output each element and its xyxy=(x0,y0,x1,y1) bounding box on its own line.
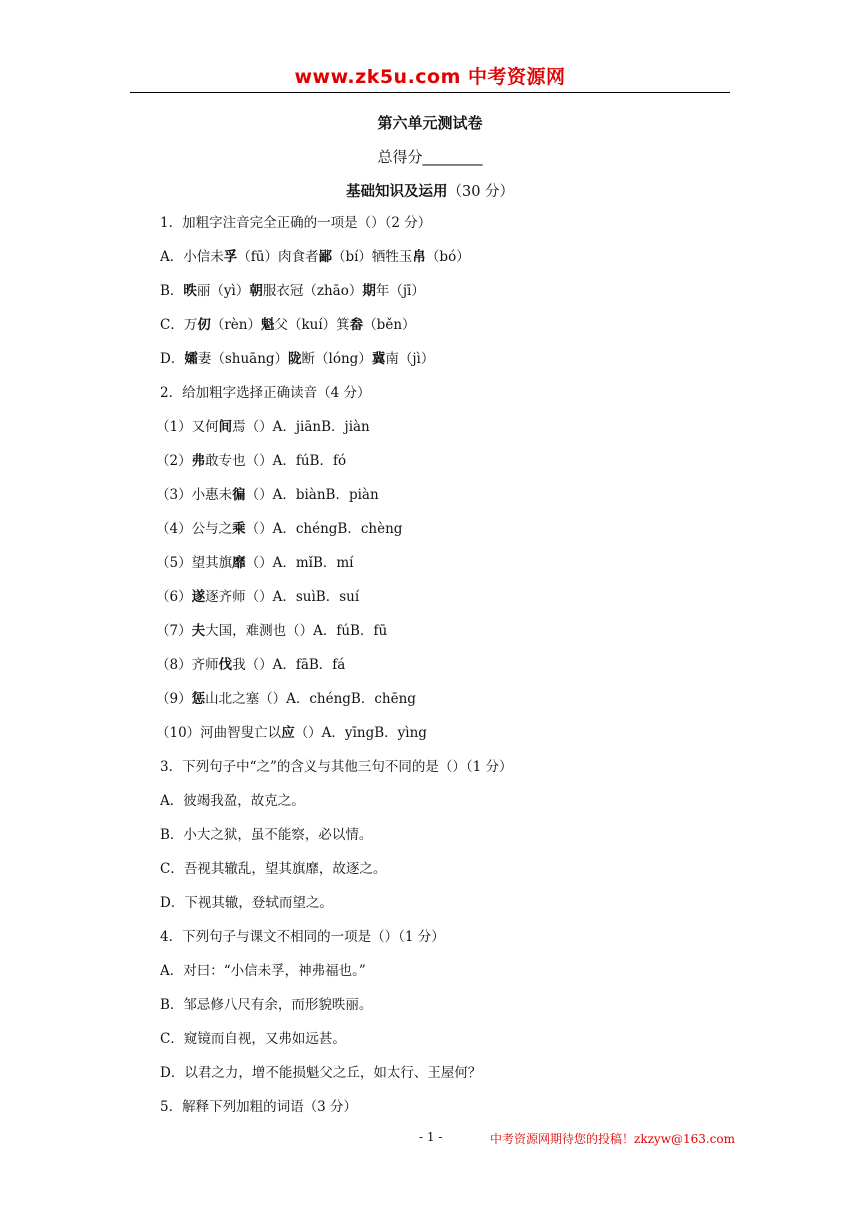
text-segment: D．以君之力，增不能损魁父之丘，如太行、王屋何？ xyxy=(160,1065,482,1081)
text-segment: （2） xyxy=(156,453,192,469)
text-line xyxy=(160,246,760,280)
bold-char: 魁 xyxy=(260,317,275,333)
text-segment: （7） xyxy=(156,623,192,639)
text-line xyxy=(160,892,760,926)
text-segment: D． xyxy=(160,351,185,367)
bold-char: 伐 xyxy=(218,657,233,673)
text-segment: 父（kuí）箕 xyxy=(274,317,350,333)
text-segment: （bó） xyxy=(425,249,470,265)
text-segment: （）A．mǐB．mí xyxy=(245,555,354,571)
bold-char: 冀 xyxy=(371,351,386,367)
text-segment: 服衣冠（zhāo） xyxy=(262,283,363,299)
text-segment: D．下视其辙，登轼而望之。 xyxy=(160,895,333,911)
text-segment: 年（jī） xyxy=(375,283,425,299)
text-segment: （běn） xyxy=(363,317,416,333)
site-header: www.zk5u.com 中考资源网 xyxy=(294,66,566,88)
text-line xyxy=(156,722,760,756)
text-segment: 5．解释下列加粗的词语（3 分） xyxy=(160,1099,357,1115)
text-segment: （9） xyxy=(156,691,192,707)
bold-char: 惩 xyxy=(191,691,206,707)
text-segment: 丽（yì） xyxy=(196,283,250,299)
bold-char: 昳 xyxy=(183,283,197,299)
text-segment: （bí）牺牲玉 xyxy=(331,249,413,265)
text-segment: 我（）A．fāB．fá xyxy=(232,657,346,673)
text-line xyxy=(160,1028,760,1062)
text-line xyxy=(160,960,760,994)
text-line xyxy=(156,620,760,654)
bold-char: 期 xyxy=(362,283,376,299)
question-list xyxy=(156,212,760,1130)
text-segment: 南（jì） xyxy=(385,351,435,367)
text-segment: 4．下列句子与课文不相同的一项是（）（1 分） xyxy=(160,929,445,945)
text-line xyxy=(160,348,760,382)
text-line xyxy=(160,926,760,960)
text-line xyxy=(156,416,760,450)
text-line xyxy=(160,824,760,858)
header-divider xyxy=(130,92,730,93)
total-score-line: 总得分________ xyxy=(377,148,483,166)
bold-char: 乘 xyxy=(232,521,246,537)
text-segment: B．邹忌修八尺有余，而形貌昳丽。 xyxy=(160,997,373,1013)
text-line xyxy=(160,280,760,314)
text-segment: 大国，难测也（）A．fúB．fū xyxy=(205,623,388,639)
text-segment: 妻（shuāng） xyxy=(197,351,289,367)
text-segment: （6） xyxy=(156,589,192,605)
text-segment: C．万 xyxy=(160,317,198,333)
bold-char: 夫 xyxy=(191,623,206,639)
text-segment: 断（lóng） xyxy=(301,351,372,367)
text-segment: B．小大之狱，虽不能察，必以情。 xyxy=(160,827,373,843)
bold-char: 鄙 xyxy=(318,249,332,265)
text-line xyxy=(156,586,760,620)
text-line xyxy=(160,1096,760,1130)
text-line xyxy=(156,518,760,552)
text-line xyxy=(156,654,760,688)
bold-char: 弗 xyxy=(191,453,206,469)
bold-char: 朝 xyxy=(249,283,263,299)
text-segment: （5）望其旗 xyxy=(156,555,233,571)
bold-char: 畚 xyxy=(349,317,364,333)
text-line xyxy=(160,790,760,824)
bold-char: 孚 xyxy=(223,249,238,265)
text-line xyxy=(160,212,760,246)
text-segment: 山北之塞（）A．chéngB．chēng xyxy=(205,691,416,707)
text-segment: C．吾视其辙乱，望其旗靡，故逐之。 xyxy=(160,861,387,877)
text-line xyxy=(156,450,760,484)
text-line xyxy=(160,994,760,1028)
text-segment: 2．给加粗字选择正确读音（4 分） xyxy=(160,385,371,401)
text-segment: 1．加粗字注音完全正确的一项是（）（2 分） xyxy=(160,215,432,231)
text-line xyxy=(156,552,760,586)
bold-char: 仞 xyxy=(197,317,211,333)
text-line xyxy=(160,756,760,790)
bold-char: 徧 xyxy=(232,487,246,503)
text-segment: （）A．biànB．piàn xyxy=(245,487,379,503)
text-segment: （10）河曲智叟亡以 xyxy=(156,725,282,741)
text-segment: （）A．yīngB．yìng xyxy=(294,725,427,741)
text-segment: （3）小惠未 xyxy=(156,487,233,503)
text-segment: A．彼竭我盈，故克之。 xyxy=(160,793,305,809)
text-line xyxy=(160,1062,760,1096)
bold-char: 应 xyxy=(281,725,295,741)
text-segment: A．小信未 xyxy=(160,249,224,265)
doc-title: 第六单元测试卷 xyxy=(377,114,483,132)
text-segment: C．窥镜而自视，又弗如远甚。 xyxy=(160,1031,346,1047)
text-line xyxy=(156,484,760,518)
text-segment: （1）又何 xyxy=(156,419,219,435)
text-segment: （4）公与之 xyxy=(156,521,233,537)
bold-char: 遂 xyxy=(191,589,206,605)
section-points: （30 分） xyxy=(447,184,515,200)
text-segment: 焉（）A．jiānB．jiàn xyxy=(232,419,370,435)
text-segment: A．对曰：“小信未孚，神弗福也。” xyxy=(160,963,366,979)
bold-char: 孀 xyxy=(184,351,198,367)
text-segment: （8）齐师 xyxy=(156,657,219,673)
text-line xyxy=(160,858,760,892)
page-number: - 1 - xyxy=(419,1130,443,1144)
footer-note: 中考资源网期待您的投稿！zkzyw@163.com xyxy=(490,1132,736,1146)
text-line xyxy=(156,688,760,722)
text-segment: （fū）肉食者 xyxy=(237,249,319,265)
text-segment: 逐齐师（）A．suìB．suí xyxy=(205,589,360,605)
section-heading xyxy=(0,180,860,201)
text-segment: （rèn） xyxy=(210,317,261,333)
bold-char: 陇 xyxy=(288,351,302,367)
text-segment: （）A．chéngB．chèng xyxy=(245,521,403,537)
text-segment: 3．下列句子中“之”的含义与其他三句不同的是（）（1 分） xyxy=(160,759,513,775)
text-line xyxy=(160,382,760,416)
bold-char: 靡 xyxy=(232,555,246,571)
text-segment: B． xyxy=(160,283,184,299)
section-title: 基础知识及运用 xyxy=(345,184,448,200)
bold-char: 间 xyxy=(218,419,233,435)
text-line xyxy=(160,314,760,348)
bold-char: 帛 xyxy=(412,249,426,265)
text-segment: 敢专也（）A．fúB．fó xyxy=(205,453,347,469)
